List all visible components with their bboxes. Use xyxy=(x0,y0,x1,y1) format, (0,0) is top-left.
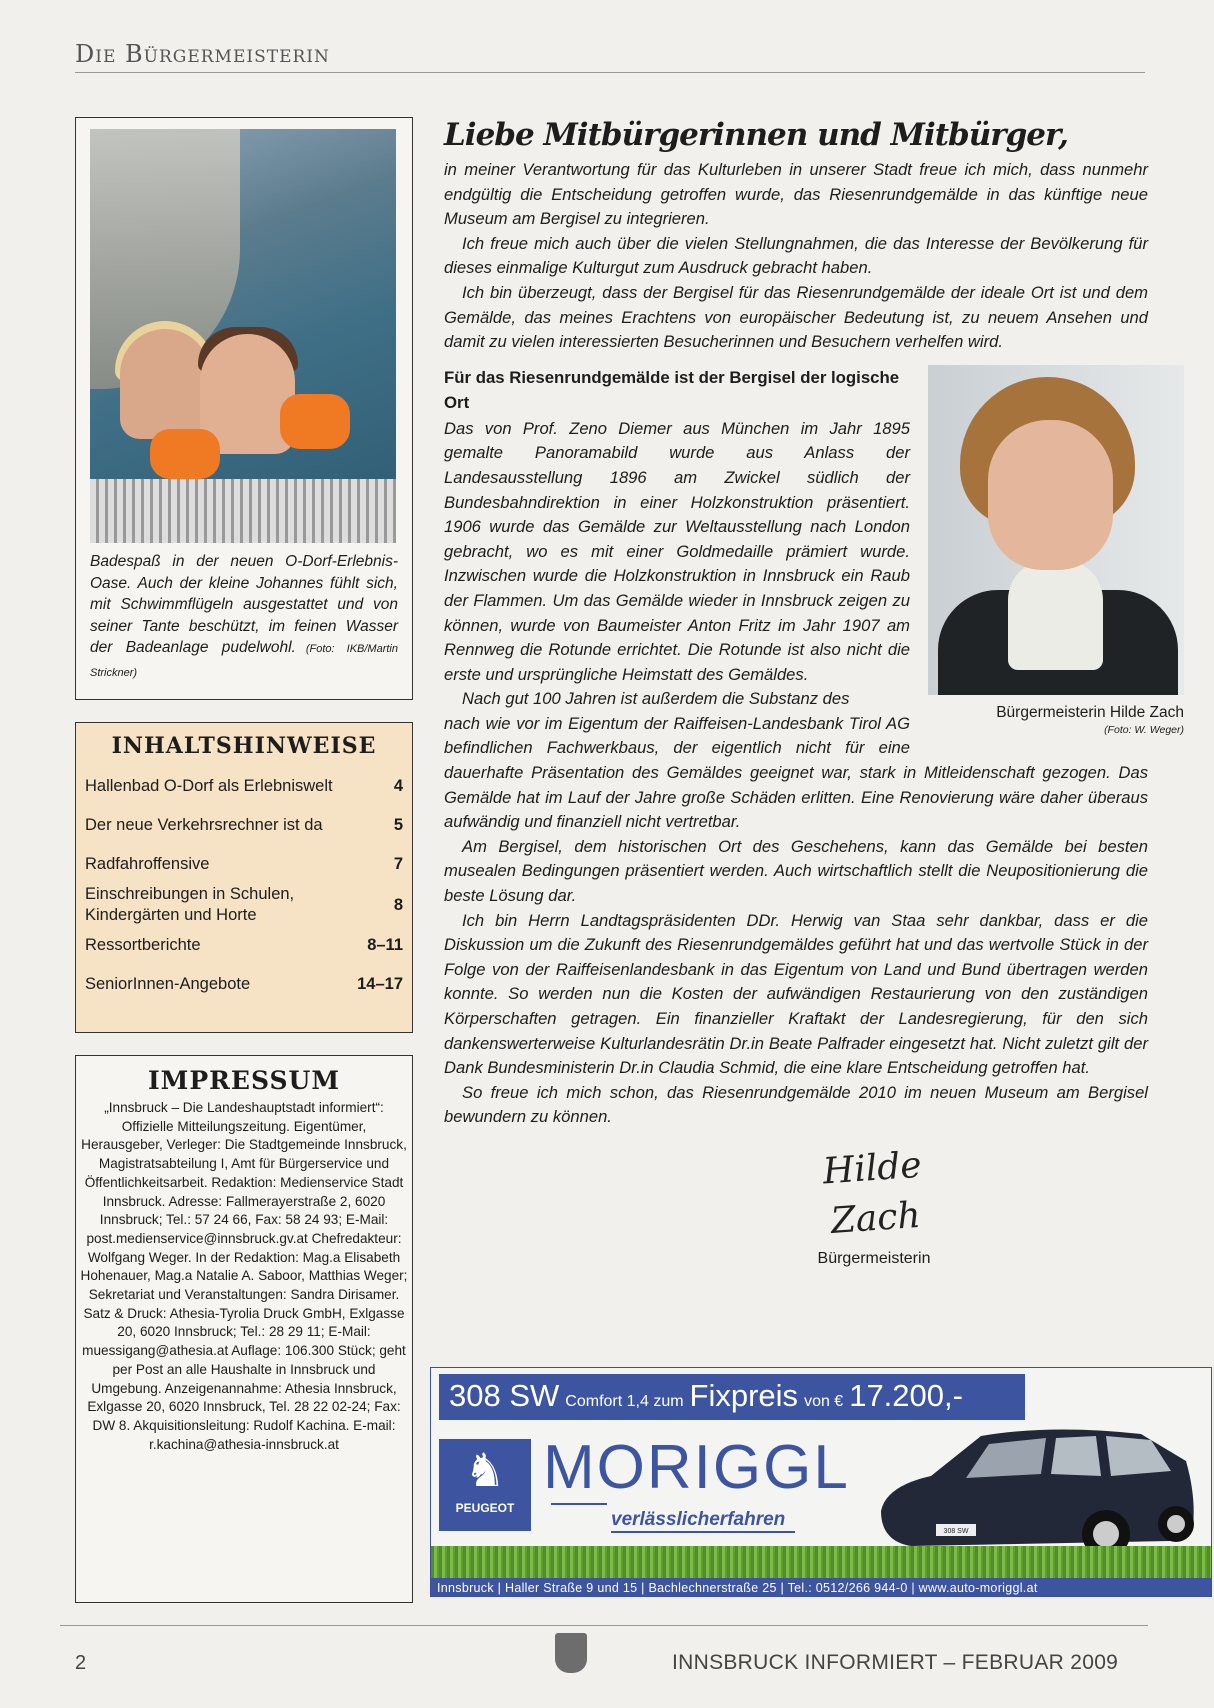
pool-photo xyxy=(90,129,396,543)
toc-item[interactable] xyxy=(85,926,403,965)
portrait-caption: Bürgermeisterin Hilde Zach xyxy=(996,703,1184,721)
divider xyxy=(75,72,1145,73)
signature-block xyxy=(774,1144,974,1268)
ad-footer: Innsbruck | Haller Straße 9 und 15 | Bachlechnerstraße 25 | Tel.: 0512/266 944-0 | www.auto-moriggl.at xyxy=(431,1578,1212,1597)
toc-item-label: Der neue Verkehrsrechner ist da xyxy=(85,816,323,834)
article xyxy=(444,112,1184,1268)
caption-text: Badespaß in der neuen O-Dorf-Erlebnis-Oase. Auch der kleine Johannes fühlt sich, mit Schwimmflügeln ausgestattet und von seiner Tante beschützt, im feinen Wasser der Badeanlage pudelwohl. xyxy=(90,553,398,656)
grass-strip xyxy=(431,1546,1212,1578)
portrait-credit: (Foto: W. Weger) xyxy=(1104,723,1184,736)
toc-item[interactable] xyxy=(85,965,403,1004)
paragraph: Das von Prof. Zeno Diemer aus München im Jahr 1895 gemalte Panoramabild wurde aus Anlass der Landesausstellung 1896 am Zwickel südlich der Bundesbahndirektion in einer Holzkonstruktion präsentiert. 1906 wurde das Gemälde zur Weltausstellung nach London gebracht, wo es mit einer Goldmedaille prämiert wurde. Inzwischen wurde die Holzkonstruktion in Innsbruck ein Raub der Flammen. Um das Gemälde wieder in Innsbruck zeigen zu können, wurde von Baumeister Anton Fritz im Jahr 1907 am Rennweg die Rotunde errichtet. Die Rotunde ist also nicht die erste und ursprüngliche Heimstatt des Gemäldes. xyxy=(444,418,910,684)
signature: Hilde Zach xyxy=(821,1144,923,1242)
photo-caption xyxy=(90,551,398,684)
toc-item-label: Hallenbad O-Dorf als Erlebniswelt xyxy=(85,777,333,795)
signature-label: Bürgermeisterin xyxy=(817,1249,931,1267)
paragraph: nach wie vor im Eigentum der Raiffeisen-Landesbank Tirol AG befindlichen Fachwerkbaus, der eigentlich nicht für eine dauerhafte Präsentation des Gemäldes geeignet war, stark in Mitleidenschaft gezogen. Das Gemälde hat im Lauf der Jahre große Schäden erlitten. Eine Renovierung wäre daher überaus aufwändig und finanziell nicht vertretbar. xyxy=(444,713,1148,832)
dealer-slogan: verlässlicherfahren xyxy=(611,1509,795,1533)
toc-item[interactable] xyxy=(85,767,403,806)
car-image xyxy=(871,1416,1201,1566)
toc-item-label: Ressortberichte xyxy=(85,936,201,954)
license-plate-text: 308 SW xyxy=(943,1528,969,1535)
ad-model: 308 SW xyxy=(449,1378,560,1413)
toc-item-page: 7 xyxy=(393,855,403,873)
article-intro xyxy=(444,158,1148,355)
dealer-name: MORIGGL xyxy=(543,1433,850,1502)
impressum-title: IMPRESSUM xyxy=(147,1066,341,1095)
paragraph: Ich bin Herrn Landtagspräsidenten DDr. Herwig van Staa sehr dankbar, dass er die Diskussion um die Zukunft des Riesenrundgemäldes geführt hat und das wertvolle Stück in der Folge von der Raiffeisenlandesbank in das Eigentum von Land und Bund übertragen werden konnte. So werden nun die Kosten der aufwändigen Restaurierung von den zuständigen Körperschaften getragen. Ein finanzieller Kraftakt der Landesregierung, für den sich dankenswerterweise Kulturlandesrätin Dr.in Beate Palfrader eingesetzt hat. Nicht zuletzt gilt der Dank Bundesministerin Dr.in Claudia Schmid, die eine klare Entscheidung getroffen hat. xyxy=(444,910,1148,1078)
ad-fixpreis: Fixpreis xyxy=(689,1378,799,1413)
paragraph: Ich freue mich auch über die vielen Stellungnahmen, die das Interesse der Bevölkerung für dieses einmalige Kulturgut zum Ausdruck gebracht haben. xyxy=(444,233,1148,278)
toc-item-label: Einschreibungen in Schulen, Kindergärten und Horte xyxy=(85,885,295,924)
ad-price-banner xyxy=(439,1374,1025,1420)
impressum xyxy=(75,1055,413,1603)
paragraph: Nach gut 100 Jahren ist außerdem die Substanz des xyxy=(462,689,850,709)
ad-price: 17.200,- xyxy=(849,1378,963,1413)
mayor-portrait xyxy=(928,365,1184,695)
paragraph: Am Bergisel, dem historischen Ort des Geschehens, kann das Gemälde bei besten musealen Bedingungen präsentiert werden. Auch wirtschaftlich stellt die Neupositionierung die beste Lösung dar. xyxy=(444,836,1148,906)
article-headline: Liebe Mitbürgerinnen und Mitbürger, xyxy=(444,117,1068,153)
photo-box xyxy=(75,117,413,700)
toc-item[interactable] xyxy=(85,884,403,926)
table-of-contents xyxy=(75,722,413,1033)
paragraph: Ich bin überzeugt, dass der Bergisel für das Riesenrundgemälde der ideale Ort ist und dem Gemälde, das meines Erachtens von europäischer Bedeutung ist, zu neuem Ansehen und damit zu vielen interessierten Besucherinnen und Besuchern verhelfen wird. xyxy=(444,282,1148,352)
peugeot-logo xyxy=(439,1439,531,1531)
paragraph: So freue ich mich schon, das Riesenrundgemälde 2010 im neuen Museum am Bergisel bewundern zu können. xyxy=(444,1082,1148,1127)
divider xyxy=(60,1625,1148,1626)
paragraph: in meiner Verantwortung für das Kulturleben in unserer Stadt freue ich mich, dass nunmehr endgültig die Entscheidung getroffen wurde, das Riesenrundgemälde in das künftige neue Museum am Bergisel zu integrieren. xyxy=(444,160,1148,229)
ad-variant: Comfort 1,4 zum xyxy=(565,1393,684,1410)
portrait-figure xyxy=(928,365,1190,737)
city-crest-icon xyxy=(555,1633,587,1673)
page-number: 2 xyxy=(75,1652,87,1674)
toc-title: INHALTSHINWEISE xyxy=(111,733,377,759)
toc-item-page: 14–17 xyxy=(357,975,403,993)
toc-item-label: Radfahroffensive xyxy=(85,855,210,873)
lion-icon: ♞ xyxy=(464,1444,506,1496)
toc-item[interactable] xyxy=(85,845,403,884)
impressum-text: „Innsbruck – Die Landeshauptstadt informiert“: Offizielle Mitteilungszeitung. Eigentümer, Herausgeber, Verleger: Die Stadtgemeinde Innsbruck, Magistratsabteilung I, Amt für Bürgerservice und Öffentlichkeitsarbeit. Redaktion: Medienservice Stadt Innsbruck. Adresse: Fallmerayerstraße 2, 6020 Innsbruck; Tel.: 57 24 66, Fax: 58 24 93; E-Mail: post.medienservice@innsbruck.gv.at Chefredakteur: Wolfgang Weger. In der Redaktion: Mag.a Elisabeth Hohenauer, Mag.a Natalie A. Saboor, Matthias Weger; Sekretariat und Veranstaltungen: Sandra Dirisamer. Satz & Druck: Athesia-Tyrolia Druck GmbH, Exlgasse 20, 6020 Innsbruck; Tel.: 28 29 11; E-Mail: muessigang@athesia.at Auflage: 106.300 Stück; geht per Post an alle Haushalte in Innsbruck und Umgebung. Anzeigenannahme: Athesia Innsbruck, Exlgasse 20, 6020 Innsbruck, Tel. 28 22 02-24; Fax: DW 8. Akquisitionsleitung: Rudolf Kachina. E-mail: r.kachina@athesia-innsbruck.at xyxy=(80,1100,408,1452)
toc-item-page: 8–11 xyxy=(367,936,403,954)
section-title: Die Bürgermeisterin xyxy=(75,40,330,68)
toc-item-page: 4 xyxy=(393,777,403,795)
advertisement[interactable] xyxy=(430,1367,1212,1597)
toc-item-page: 8 xyxy=(393,895,403,914)
publication-title: INNSBRUCK INFORMIERT – FEBRUAR 2009 xyxy=(672,1651,1119,1674)
toc-item-label: SeniorInnen-Angebote xyxy=(85,975,251,993)
toc-item[interactable] xyxy=(85,806,403,845)
logo-brand: PEUGEOT xyxy=(455,1501,515,1515)
article-wide-column xyxy=(444,712,1148,1130)
photo-credit: (Foto: IKB/Martin Strickner) xyxy=(90,643,398,679)
slogan-rule xyxy=(551,1503,607,1505)
article-subheading: Für das Riesenrundgemälde ist der Bergisel der logische Ort xyxy=(444,367,900,412)
toc-item-page: 5 xyxy=(393,816,403,834)
ad-von: von € xyxy=(804,1393,844,1410)
